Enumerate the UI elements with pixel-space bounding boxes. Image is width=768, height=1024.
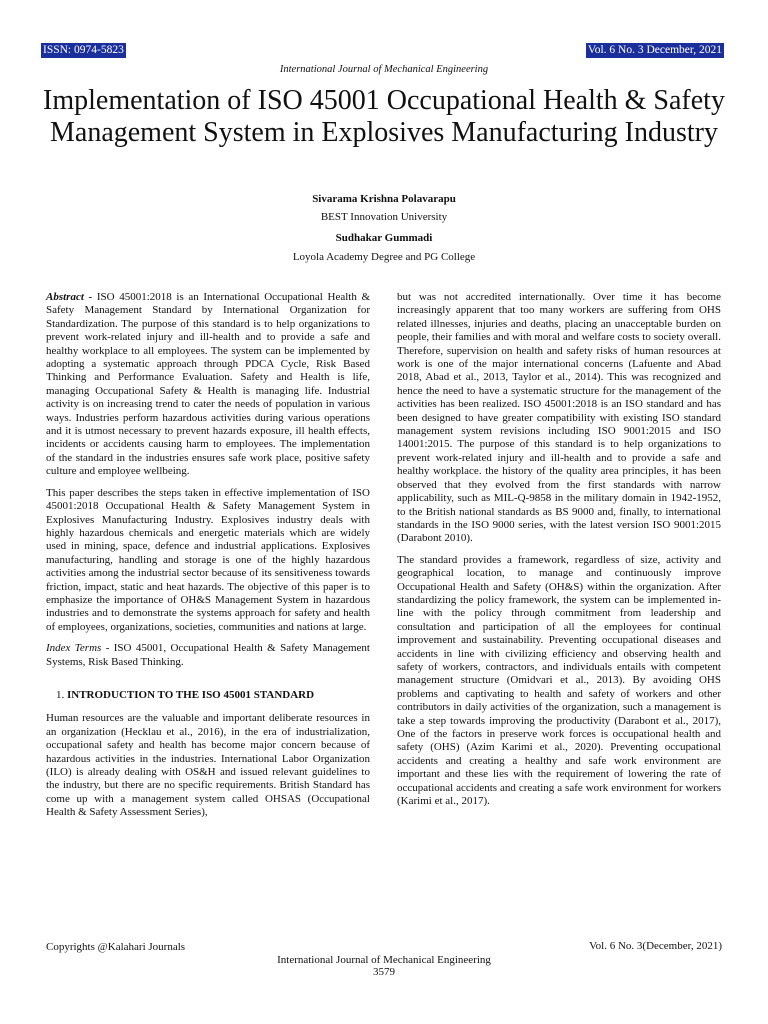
index-terms-label: Index Terms [46,642,102,655]
author-1-affiliation: BEST Innovation University [320,211,448,223]
right-column-paragraph-2: The standard provides a framework, regardless of size, activity and geographical location, to manage and continuously improve Occupational Health and Safety (OH&S) within the organization. After standardizing the policy framework, the system can be implemented in-line with the policy through commitment from leadership and consultation and participation of all the employees for continual improvement and sustainability. Preventing occupational diseases and accidents in line with civilizing efficiency and observing health and safety of workers, contractors, and individuals entails with competent management structure (Omidvari et al., 2013). By avoiding OHS problems and captivating to health and safety of workers and other contributors in daily activities of the organization, such a management is take a step towards improving the productivity (Darabont et al., 2017), One of the factors in preserve work forces is occupational health and safety (OHS) (Azim Karimi et al., 2020). Preventing occupational accidents and creating a healthy and safe work environment are important and these lies with the requirement of lowering the rate of occupational accidents and creating a safe work environment for workers (Karimi et al., 2017). [397,553,721,808]
abstract-paragraph [46,291,370,479]
section-1-text: Human resources are the valuable and important deliberate resources in an organization (Hecklau et al., 2016), in the era of industrialization, occupational safety and health has become major concern because of hazardous activities in the industries. International Labor Organization (ILO) is already dealing with OS&H and issued relevant guidelines to the industry, but there are no specific requirements. British Standard has come up with a management system called OHSAS (Occupational Health & Safety Assessment Series), [46,712,370,819]
author-2-name: Sudhakar Gummadi [335,232,433,244]
left-column [46,291,370,828]
index-terms-text: - ISO 45001, Occupational Health & Safety Management Systems, Risk Based Thinking. [46,642,370,668]
paper-title: Implementation of ISO 45001 Occupational Health & Safety Management System in Explosives Manufacturing Industry [43,85,725,148]
issn-badge: ISSN: 0974-5823 [43,44,124,56]
section-1-number: 1. [56,688,65,701]
section-1-title: INTRODUCTION TO THE ISO 45001 STANDARD [67,688,315,701]
footer-copyright: Copyrights @Kalahari Journals [46,941,186,953]
abstract-label: Abstract - [46,291,93,303]
index-terms [46,642,370,669]
page-number: 3579 [373,966,395,978]
author-1-name: Sivarama Krishna Polavarapu [312,193,456,205]
volume-badge: Vol. 6 No. 3 December, 2021 [587,44,722,56]
footer-volume: Vol. 6 No. 3(December, 2021) [589,940,722,952]
right-column-paragraph-1: but was not accredited internationally. Over time it has become increasingly apparent that too many workers are suffering from OHS related illnesses, injuries and deaths, placing an unacceptable burden on people, their families and with moral and welfare costs to society overall. Therefore, supervision on health and safety risks of human resources at work is one of the major international concerns (Lafuente and Abad 2018, Abad et al., 2013, Taylor et al., 2014). This was recognized and hence the need to have a systematic structure for the management of the activities has been realized. ISO 45001:2018 is an ISO standard and has been designed to have greater compatibility with existing ISO standard management system revisions including ISO 9001:2015 and ISO 14001:2015. The purpose of this standard is to help organizations to prevent work-related injury and ill-health and to provide a safe and healthy workplace. the history of the quality area principles, it has been observed that they evolved from the first standards with narrow applicability, such as MIL-Q-9858 in the military domain in 1942-1952, to the British national standards as BS 9000 and, finally, to international standards in the ISO 9000 series, with the latest version ISO 9001:2015 (Darabont 2010). [397,291,721,545]
journal-name-header: International Journal of Mechanical Engineering [279,64,489,75]
abstract-text: ISO 45001:2018 is an International Occupational Health & Safety Management Standard by International Organization for Standardization. The purpose of this standard is to help organizations to prevent work-related injury and ill-health and to provide a safe and healthy workplace to all employees. The system can be implemented by adopting a systematic approach through PDCA Cycle, Risk Based Thinking and Performance Evaluation. Safety and Health is life, managing Occupational Safety & Health is managing life. Industrial activity is on increasing trend to cater the needs of population in various ways. Industries perform hazardous activities during various operations and it is utmost necessary to prevent hazards exposure, ill health effects, incidents or accidents causing harm to employees. The implementation of the standard in the industries ensures safe work place, positive safety culture and employee wellbeing. [46,291,371,478]
author-2-affiliation: Loyola Academy Degree and PG College [292,251,476,263]
abstract-paragraph-2: This paper describes the steps taken in effective implementation of ISO 45001:2018 Occupational Health & Safety Management System in Explosives Manufacturing Industry. Explosives industry deals with highly hazardous chemicals and energetic materials which are widely used in mining, space, defence and industrial applications. Explosives manufacturing, handling and storage is one of the highly hazardous activities among the industrial sector because of its sensitiveness towards friction, impact, static and heat hazards. The objective of this paper is to emphasize the importance of OH&S Management System in hazardous industries and to demonstrate the systems approach for safety and health of employees, organizations, societies, communities and nations at large. [46,486,370,633]
footer-journal-name: International Journal of Mechanical Engineering [277,954,491,966]
right-column [397,291,721,816]
section-1-heading [46,689,370,702]
